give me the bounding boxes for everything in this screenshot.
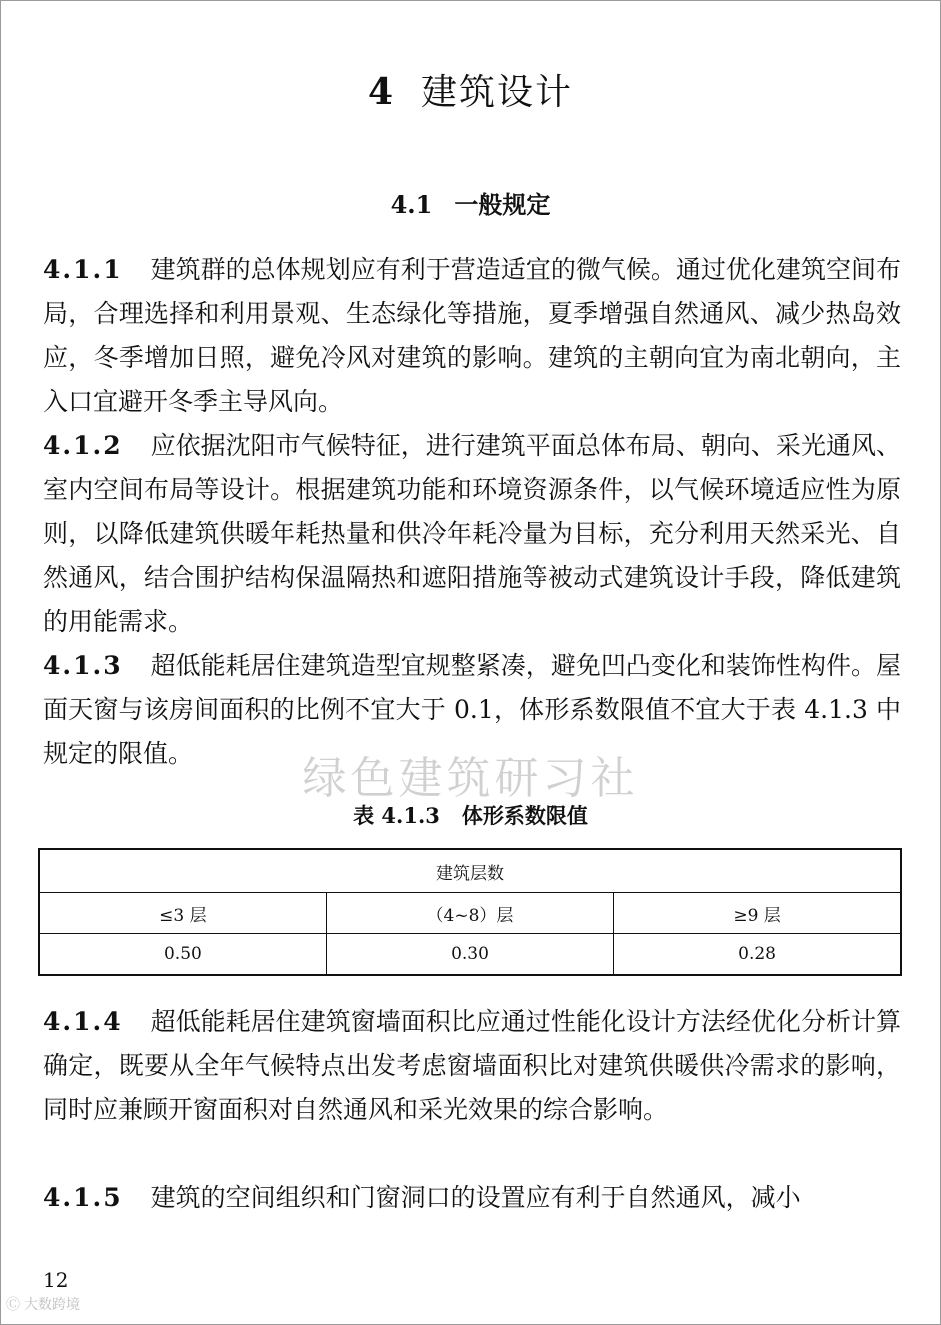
table-title xyxy=(0,800,941,830)
clause-text: 建筑的空间组织和门窗洞口的设置应有利于自然通风，减小 xyxy=(150,1183,801,1212)
clause-number: 4.1.3 xyxy=(43,651,123,680)
clause-number: 4.1.1 xyxy=(43,255,123,284)
table-header-row xyxy=(39,849,901,893)
clause-4-1-1 xyxy=(43,248,901,424)
clause-4-1-5 xyxy=(43,1176,901,1220)
section-title xyxy=(0,185,941,220)
chapter-title xyxy=(0,64,941,115)
table-header-cell: 建筑层数 xyxy=(39,849,901,893)
table-column-label: ≥9 层 xyxy=(614,893,901,934)
logo-icon: Ⓒ xyxy=(6,1297,20,1313)
table-value-cell: 0.30 xyxy=(326,934,613,976)
table-number: 表 4.1.3 xyxy=(353,803,440,828)
clause-text: 超低能耗居住建筑造型宜规整紧凑，避免凹凸变化和装饰性构件。屋面天窗与该房间面积的比例不宜大于 0.1，体形系数限值不宜大于表 4.1.3 中规定的限值。 xyxy=(43,651,901,768)
table-column-label: （4~8）层 xyxy=(326,893,613,934)
logo xyxy=(6,1294,80,1314)
logo-text: 大数跨境 xyxy=(24,1297,80,1313)
clause-text: 应依据沈阳市气候特征，进行建筑平面总体布局、朝向、采光通风、室内空间布局等设计。根据建筑功能和环境资源条件，以气候环境适应性为原则，以降低建筑供暖年耗热量和供冷年耗冷量为目标，充分利用天然采光、自然通风，结合围护结构保温隔热和遮阳措施等被动式建筑设计手段，降低建筑的用能需求。 xyxy=(43,431,901,636)
clause-number: 4.1.4 xyxy=(43,1007,123,1036)
chapter-number: 4 xyxy=(367,71,396,113)
section-number: 4.1 xyxy=(390,190,433,219)
chapter-title-text: 建筑设计 xyxy=(421,72,574,113)
table-column-label: ≤3 层 xyxy=(39,893,326,934)
clause-text: 建筑群的总体规划应有利于营造适宜的微气候。通过优化建筑空间布局，合理选择和利用景观、生态绿化等措施，夏季增强自然通风、减少热岛效应，冬季增加日照，避免冷风对建筑的影响。建筑的主朝向宜为南北朝向，主入口宜避开冬季主导风向。 xyxy=(43,255,901,416)
page-number: 12 xyxy=(43,1268,69,1292)
table-title-text: 体形系数限值 xyxy=(461,803,588,828)
clause-number: 4.1.5 xyxy=(43,1183,123,1212)
table-row xyxy=(39,893,901,934)
watermark: 绿色建筑研习社 xyxy=(302,753,639,804)
clause-4-1-4 xyxy=(43,1000,901,1132)
table-value-cell: 0.28 xyxy=(614,934,901,976)
table-row xyxy=(39,934,901,976)
shape-coefficient-table xyxy=(38,848,902,976)
clause-number: 4.1.2 xyxy=(43,431,123,460)
clause-4-1-2 xyxy=(43,424,901,644)
table-value-cell: 0.50 xyxy=(39,934,326,976)
section-title-text: 一般规定 xyxy=(454,190,551,219)
clause-text: 超低能耗居住建筑窗墙面积比应通过性能化设计方法经优化分析计算确定，既要从全年气候特点出发考虑窗墙面积比对建筑供暖供冷需求的影响，同时应兼顾开窗面积对自然通风和采光效果的综合影响。 xyxy=(43,1007,901,1124)
